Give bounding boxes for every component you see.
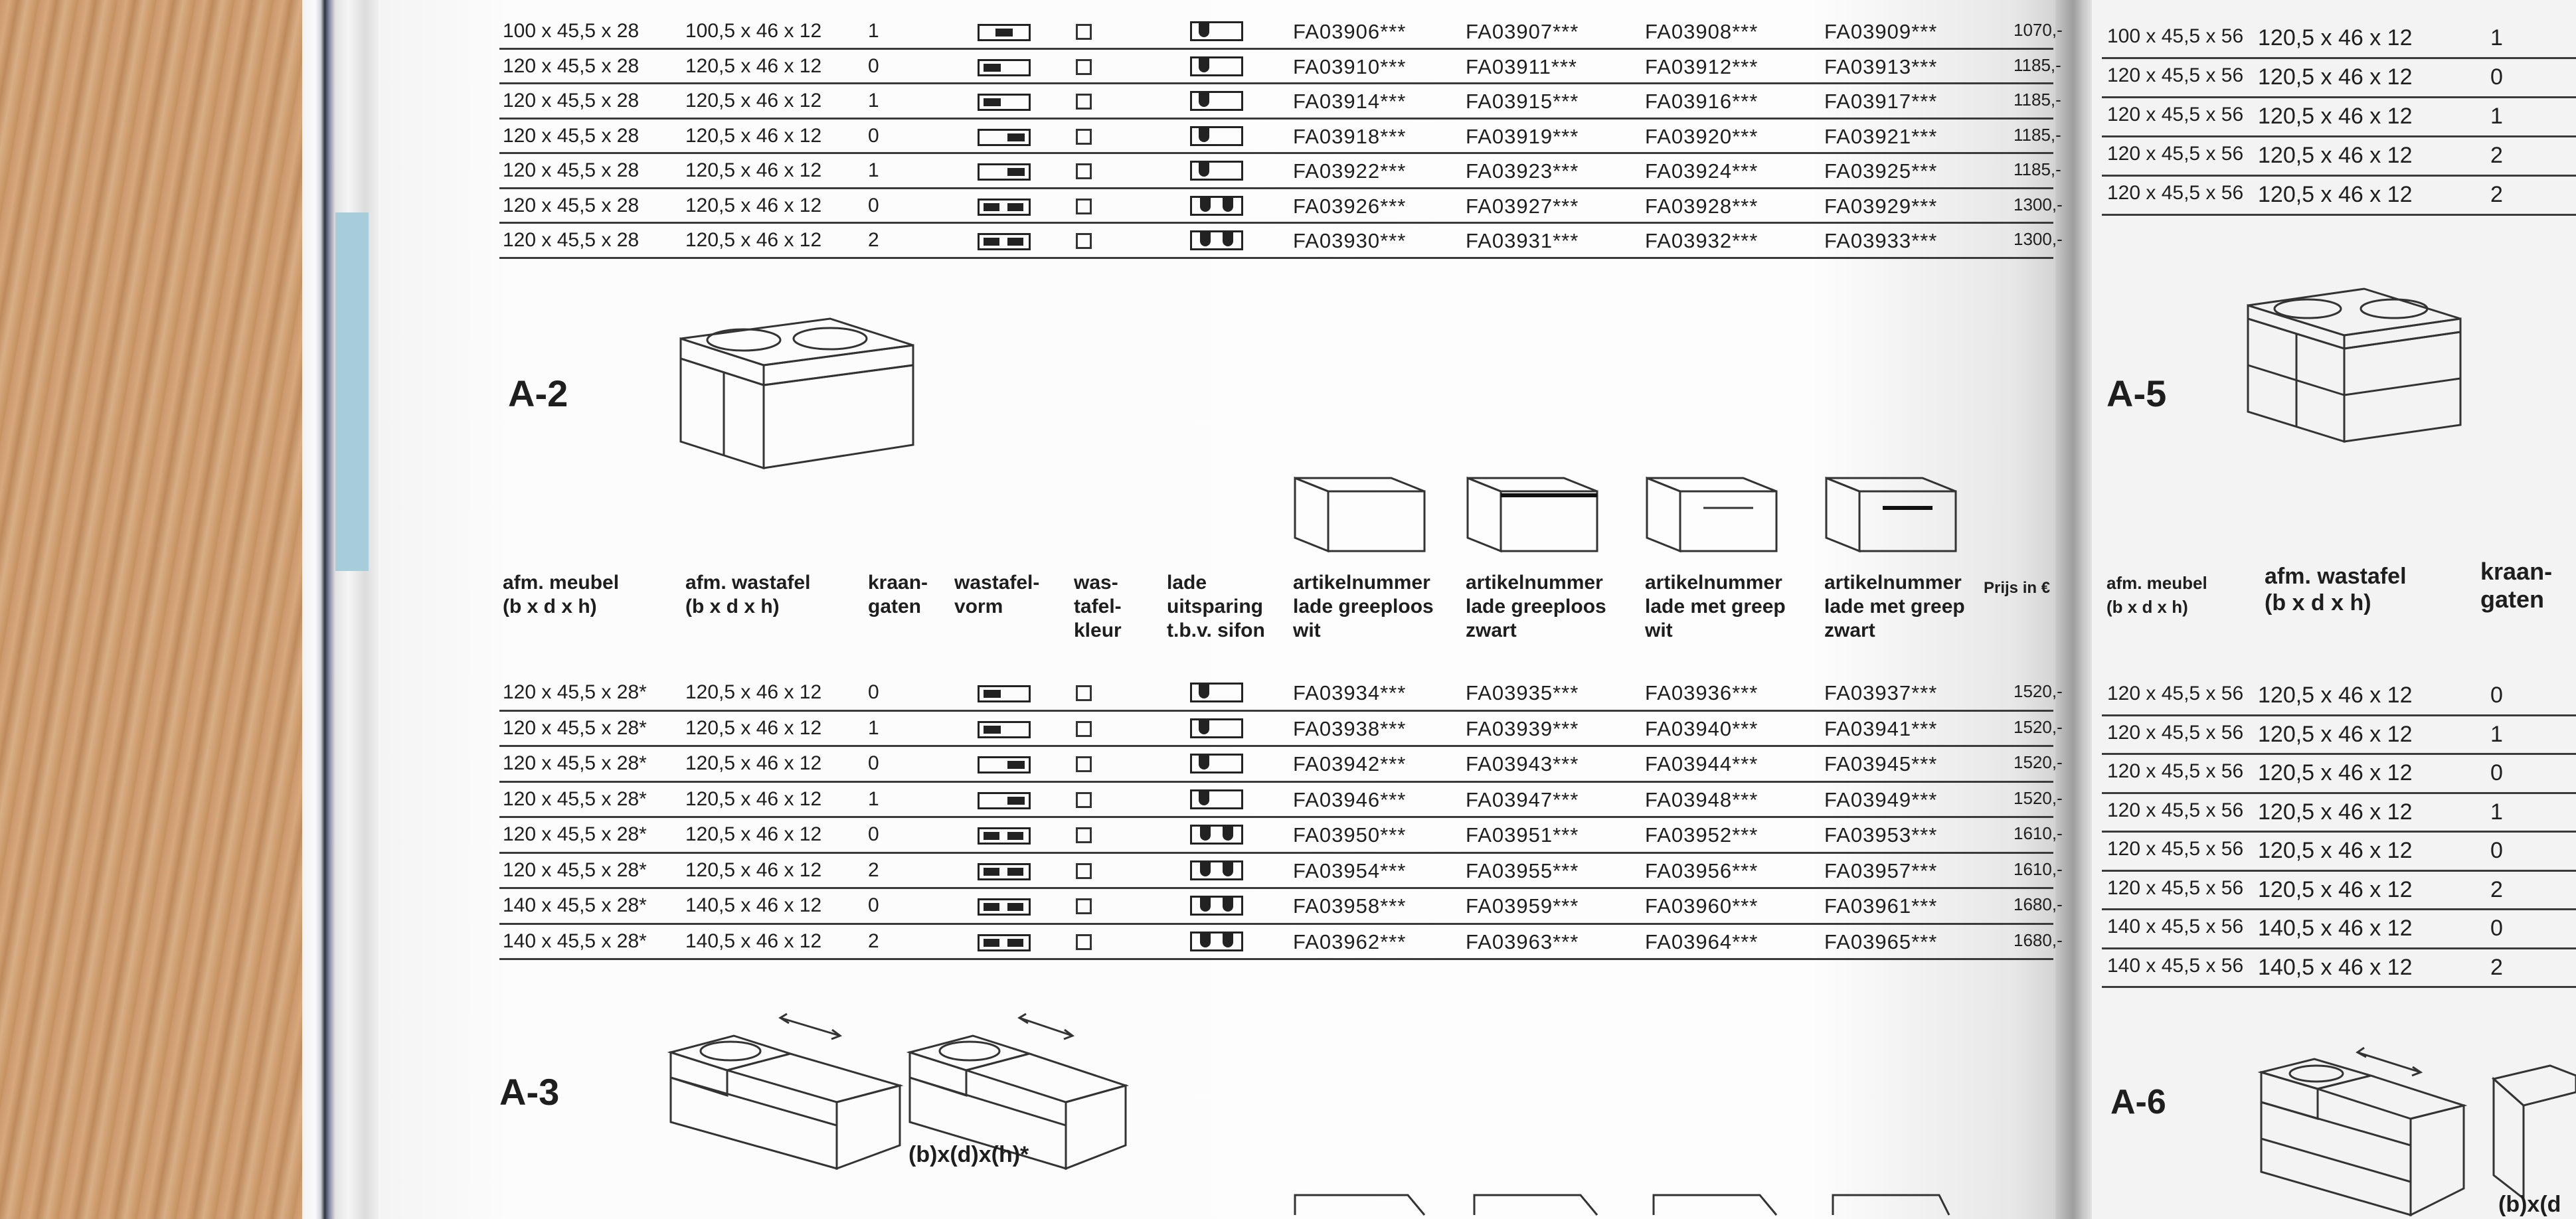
cell-kraangaten: 1 (868, 159, 879, 181)
cell-afm-meubel: 120 x 45,5 x 28* (503, 787, 647, 810)
right-header-afm-meubel: afm. meubel (b x d x h) (2106, 573, 2207, 617)
cell-afm-meubel: 120 x 45,5 x 56 (2107, 143, 2244, 165)
catalog-spine (302, 0, 388, 1219)
cell-prijs: 1520,- (2014, 716, 2063, 737)
cell-art-greeploos-wit: FA03922*** (1293, 159, 1407, 183)
cell-art-greeploos-wit: FA03954*** (1293, 858, 1407, 882)
header-afm-meubel: afm. meubel (b x d x h) (503, 572, 620, 617)
header-greep-zwart: artikelnummer lade met greep zwart (1824, 572, 1965, 641)
wastafel-kleur-checkbox-icon (1076, 863, 1092, 879)
wastafel-kleur-checkbox-icon (1076, 721, 1092, 737)
cell-kraangaten: 2 (2490, 876, 2503, 902)
wastafel-vorm-icon (978, 827, 1031, 845)
cell-afm-wastafel: 120,5 x 46 x 12 (685, 54, 822, 77)
wastafel-kleur-checkbox-icon (1076, 827, 1092, 843)
cell-afm-meubel: 120 x 45,5 x 28 (503, 124, 640, 147)
cell-prijs: 1680,- (2014, 894, 2063, 914)
lade-sifon-icon (1190, 91, 1243, 111)
lade-sifon-icon (1190, 21, 1243, 41)
right-header-afm-wastafel: afm. wastafel (b x d x h) (2265, 564, 2407, 615)
header-wastafelvorm: wastafel- vorm (954, 572, 1040, 617)
table-row (2102, 872, 2576, 911)
table-row (499, 818, 2063, 854)
cell-prijs: 1300,- (2014, 194, 2063, 214)
cell-afm-wastafel: 140,5 x 46 x 12 (685, 894, 822, 916)
cell-kraangaten: 2 (2490, 143, 2503, 168)
cell-art-greeploos-zwart: FA03935*** (1466, 681, 1579, 704)
cell-art-greep-zwart: FA03961*** (1824, 894, 1938, 918)
table-row (499, 189, 2063, 224)
cell-afm-meubel: 120 x 45,5 x 56 (2107, 838, 2244, 860)
cell-afm-wastafel: 120,5 x 46 x 12 (2258, 104, 2413, 129)
table-row (2102, 98, 2576, 137)
table-row (2102, 177, 2576, 216)
cell-art-greeploos-wit: FA03950*** (1293, 823, 1407, 847)
cell-prijs: 1610,- (2014, 858, 2063, 879)
cell-art-greeploos-zwart: FA03927*** (1466, 194, 1579, 218)
cell-afm-wastafel: 120,5 x 46 x 12 (2258, 838, 2413, 863)
cell-art-greep-wit: FA03948*** (1645, 787, 1759, 811)
cell-afm-wastafel: 120,5 x 46 x 12 (2258, 143, 2413, 168)
table-row (499, 712, 2063, 748)
wastafel-kleur-checkbox-icon (1076, 792, 1092, 808)
cell-kraangaten: 1 (868, 787, 879, 810)
cell-art-greep-wit: FA03940*** (1645, 716, 1759, 740)
lade-sifon-icon (1190, 754, 1243, 773)
cell-art-greep-zwart: FA03925*** (1824, 159, 1938, 183)
cell-prijs: 1520,- (2014, 681, 2063, 701)
wastafel-vorm-icon (978, 934, 1031, 951)
drawer-handleless-black-drawing (1464, 471, 1604, 561)
cell-kraangaten: 0 (2490, 683, 2503, 708)
cell-kraangaten: 0 (2490, 760, 2503, 785)
wastafel-kleur-checkbox-icon (1076, 199, 1092, 214)
cell-art-greep-wit: FA03952*** (1645, 823, 1759, 847)
table-row (499, 84, 2061, 120)
cell-art-greeploos-wit: FA03930*** (1293, 229, 1407, 252)
cell-art-greep-zwart: FA03913*** (1824, 54, 1938, 78)
header-greeploos-wit: artikelnummer lade greeploos wit (1293, 572, 1434, 641)
cell-afm-wastafel: 120,5 x 46 x 12 (2258, 721, 2413, 747)
wastafel-vorm-icon (978, 898, 1031, 916)
drawer-handle-black-drawing (1823, 471, 1962, 561)
cell-afm-wastafel: 120,5 x 46 x 12 (685, 787, 822, 810)
cell-afm-meubel: 120 x 45,5 x 56 (2107, 721, 2244, 744)
table-row (2102, 716, 2576, 756)
cell-prijs: 1680,- (2014, 930, 2063, 950)
cell-prijs: 1520,- (2014, 752, 2063, 772)
cell-kraangaten: 0 (868, 54, 879, 77)
drawer-handleless-white-drawing (1292, 471, 1431, 561)
cell-art-greep-zwart: FA03937*** (1824, 681, 1938, 704)
cell-art-greeploos-zwart: FA03923*** (1466, 159, 1579, 183)
cell-art-greep-wit: FA03908*** (1645, 20, 1759, 43)
a6-dimension-label: (b)x(d (2498, 1192, 2561, 1217)
cell-art-greep-wit: FA03936*** (1645, 681, 1759, 704)
section-title-a2: A-2 (508, 372, 568, 414)
wastafel-kleur-checkbox-icon (1076, 24, 1092, 40)
lade-sifon-icon (1190, 896, 1243, 916)
lade-sifon-icon (1190, 860, 1243, 880)
cell-kraangaten: 1 (868, 20, 879, 42)
cell-afm-meubel: 120 x 45,5 x 28* (503, 716, 647, 739)
table-row (2102, 59, 2576, 98)
cell-kraangaten: 1 (2490, 721, 2503, 747)
right-header-kraangaten: kraan- gaten (2480, 558, 2553, 613)
cell-prijs: 1520,- (2014, 787, 2063, 808)
cell-afm-meubel: 120 x 45,5 x 56 (2107, 64, 2244, 86)
cell-afm-meubel: 120 x 45,5 x 28 (503, 194, 640, 216)
cell-art-greeploos-wit: FA03918*** (1293, 124, 1407, 148)
cell-afm-wastafel: 120,5 x 46 x 12 (685, 858, 822, 881)
cell-art-greeploos-zwart: FA03951*** (1466, 823, 1579, 847)
lade-sifon-icon (1190, 718, 1243, 738)
cell-art-greeploos-wit: FA03906*** (1293, 20, 1407, 43)
wastafel-kleur-checkbox-icon (1076, 163, 1092, 179)
cell-afm-wastafel: 120,5 x 46 x 12 (2258, 876, 2413, 902)
cell-art-greep-zwart: FA03921*** (1824, 124, 1938, 148)
wastafel-vorm-icon (978, 129, 1031, 146)
wastafel-kleur-checkbox-icon (1076, 233, 1092, 249)
cell-afm-wastafel: 120,5 x 46 x 12 (685, 681, 822, 703)
cell-kraangaten: 0 (868, 681, 879, 703)
wastafel-vorm-icon (978, 863, 1031, 880)
wastafel-kleur-checkbox-icon (1076, 685, 1092, 701)
cell-afm-wastafel: 120,5 x 46 x 12 (685, 124, 822, 147)
header-prijs: Prijs in € (1984, 579, 2051, 597)
cell-art-greep-zwart: FA03917*** (1824, 90, 1938, 113)
table-row (2102, 20, 2576, 59)
cell-kraangaten: 1 (868, 90, 879, 112)
section-title-a6: A-6 (2110, 1083, 2166, 1121)
lade-sifon-icon (1190, 789, 1243, 809)
cell-art-greep-wit: FA03912*** (1645, 54, 1759, 78)
wastafel-kleur-checkbox-icon (1076, 94, 1092, 110)
cell-kraangaten: 2 (2490, 954, 2503, 980)
table-row (499, 854, 2063, 890)
cell-afm-meubel: 120 x 45,5 x 28 (503, 54, 640, 77)
table-row (499, 925, 2063, 961)
wastafel-kleur-checkbox-icon (1076, 898, 1092, 914)
cell-art-greep-zwart: FA03953*** (1824, 823, 1938, 847)
lade-sifon-icon (1190, 932, 1243, 951)
cell-art-greeploos-zwart: FA03915*** (1466, 90, 1579, 113)
header-kraangaten: kraan- gaten (868, 572, 928, 617)
cell-kraangaten: 0 (868, 894, 879, 916)
header-wastafelkleur: was- tafel- kleur (1074, 572, 1122, 641)
cell-kraangaten: 1 (2490, 25, 2503, 50)
cell-afm-wastafel: 120,5 x 46 x 12 (685, 823, 822, 845)
cell-art-greep-zwart: FA03933*** (1824, 229, 1938, 252)
cell-prijs: 1070,- (2014, 20, 2063, 40)
lade-sifon-icon (1190, 126, 1243, 146)
wastafel-vorm-icon (978, 94, 1031, 111)
table-row (499, 783, 2063, 819)
cell-afm-wastafel: 120,5 x 46 x 12 (685, 229, 822, 251)
cell-art-greep-wit: FA03932*** (1645, 229, 1759, 252)
wastafel-kleur-checkbox-icon (1076, 934, 1092, 950)
a3-dimension-label: (b)x(d)x(h)* (908, 1142, 1029, 1167)
header-greeploos-zwart: artikelnummer lade greeploos zwart (1466, 572, 1606, 641)
table-row (499, 224, 2063, 259)
cell-prijs: 1185,- (2014, 124, 2061, 145)
lade-sifon-icon (1190, 825, 1243, 845)
page-gutter (2055, 0, 2095, 1219)
cell-afm-wastafel: 120,5 x 46 x 12 (685, 90, 822, 112)
cell-afm-meubel: 120 x 45,5 x 56 (2107, 799, 2244, 821)
cell-art-greep-wit: FA03956*** (1645, 858, 1759, 882)
cell-afm-meubel: 140 x 45,5 x 56 (2107, 916, 2244, 937)
cell-art-greep-zwart: FA03965*** (1824, 930, 1938, 953)
table-row (2102, 949, 2576, 989)
cell-afm-meubel: 120 x 45,5 x 28 (503, 159, 640, 181)
table-row (499, 50, 2061, 85)
table-row (2102, 910, 2576, 949)
cell-afm-wastafel: 140,5 x 46 x 12 (685, 930, 822, 952)
cell-afm-wastafel: 120,5 x 46 x 12 (685, 194, 822, 216)
cell-kraangaten: 1 (868, 716, 879, 739)
cell-afm-wastafel: 120,5 x 46 x 12 (2258, 760, 2413, 785)
header-greep-wit: artikelnummer lade met greep wit (1645, 572, 1786, 641)
wastafel-vorm-icon (978, 756, 1031, 773)
cell-kraangaten: 0 (868, 124, 879, 147)
page-tab-marker (335, 212, 369, 571)
wastafel-vorm-icon (978, 792, 1031, 809)
cell-art-greeploos-wit: FA03938*** (1293, 716, 1407, 740)
table-row (2102, 677, 2576, 716)
cell-afm-wastafel: 120,5 x 46 x 12 (2258, 64, 2413, 90)
cell-art-greep-wit: FA03964*** (1645, 930, 1759, 953)
cell-afm-meubel: 120 x 45,5 x 56 (2107, 104, 2244, 125)
cell-afm-wastafel: 120,5 x 46 x 12 (685, 159, 822, 181)
cell-afm-meubel: 100 x 45,5 x 28 (503, 20, 640, 42)
cell-art-greeploos-wit: FA03934*** (1293, 681, 1407, 704)
cell-kraangaten: 2 (868, 858, 879, 881)
table-row (2102, 794, 2576, 833)
cell-art-greeploos-wit: FA03942*** (1293, 752, 1407, 775)
cell-kraangaten: 0 (2490, 64, 2503, 90)
cell-art-greeploos-wit: FA03910*** (1293, 54, 1407, 78)
table-row (499, 676, 2063, 712)
cell-afm-meubel: 120 x 45,5 x 56 (2107, 876, 2244, 899)
cell-kraangaten: 1 (2490, 799, 2503, 825)
cell-art-greeploos-wit: FA03926*** (1293, 194, 1407, 218)
cell-art-greep-wit: FA03920*** (1645, 124, 1759, 148)
cell-art-greeploos-zwart: FA03931*** (1466, 229, 1579, 252)
cell-kraangaten: 2 (868, 930, 879, 952)
cell-afm-wastafel: 120,5 x 46 x 12 (685, 752, 822, 774)
cell-afm-meubel: 120 x 45,5 x 28* (503, 858, 647, 881)
cell-art-greep-wit: FA03960*** (1645, 894, 1759, 918)
cell-afm-wastafel: 120,5 x 46 x 12 (2258, 799, 2413, 825)
cell-prijs: 1300,- (2014, 229, 2063, 249)
cell-kraangaten: 2 (868, 229, 879, 251)
cell-afm-meubel: 140 x 45,5 x 28* (503, 894, 647, 916)
section-title-a3: A-3 (499, 1071, 560, 1113)
cell-kraangaten: 0 (868, 823, 879, 845)
header-afm-wastafel: afm. wastafel (b x d x h) (685, 572, 811, 617)
cell-kraangaten: 0 (2490, 838, 2503, 863)
cell-afm-meubel: 120 x 45,5 x 28* (503, 752, 647, 774)
table-row (499, 154, 2061, 189)
wastafel-vorm-icon (978, 685, 1031, 702)
table-row (499, 15, 2063, 50)
cell-afm-meubel: 120 x 45,5 x 56 (2107, 683, 2244, 704)
wastafel-vorm-icon (978, 24, 1031, 41)
cell-art-greeploos-zwart: FA03939*** (1466, 716, 1579, 740)
cell-afm-meubel: 120 x 45,5 x 56 (2107, 182, 2244, 204)
cell-art-greeploos-wit: FA03946*** (1293, 787, 1407, 811)
table-row (499, 747, 2063, 783)
cell-afm-meubel: 100 x 45,5 x 56 (2107, 25, 2244, 47)
cell-art-greeploos-wit: FA03914*** (1293, 90, 1407, 113)
cell-afm-meubel: 120 x 45,5 x 28 (503, 90, 640, 112)
wastafel-vorm-icon (978, 721, 1031, 738)
cell-afm-meubel: 120 x 45,5 x 56 (2107, 760, 2244, 782)
drawer-handle-white-drawing (1644, 471, 1783, 561)
cell-art-greep-zwart: FA03909*** (1824, 20, 1938, 43)
header-lade-uitsparing: lade uitsparing t.b.v. sifon (1167, 572, 1265, 641)
table-row (499, 120, 2061, 155)
cell-kraangaten: 1 (2490, 104, 2503, 129)
wastafel-kleur-checkbox-icon (1076, 129, 1092, 145)
cell-afm-wastafel: 140,5 x 46 x 12 (2258, 916, 2413, 941)
cell-art-greep-zwart: FA03949*** (1824, 787, 1938, 811)
cell-afm-meubel: 140 x 45,5 x 56 (2107, 954, 2244, 977)
cell-art-greep-zwart: FA03941*** (1824, 716, 1938, 740)
cell-afm-meubel: 120 x 45,5 x 28* (503, 681, 647, 703)
lade-sifon-icon (1190, 161, 1243, 181)
cell-kraangaten: 0 (868, 194, 879, 216)
cell-art-greep-zwart: FA03945*** (1824, 752, 1938, 775)
cell-art-greeploos-zwart: FA03963*** (1466, 930, 1579, 953)
cell-art-greep-wit: FA03928*** (1645, 194, 1759, 218)
cell-afm-wastafel: 140,5 x 46 x 12 (2258, 954, 2413, 980)
wastafel-vorm-icon (978, 233, 1031, 250)
cell-afm-meubel: 140 x 45,5 x 28* (503, 930, 647, 952)
cell-art-greeploos-zwart: FA03959*** (1466, 894, 1579, 918)
table-row (2102, 137, 2576, 177)
cell-prijs: 1610,- (2014, 823, 2063, 843)
cell-art-greeploos-zwart: FA03907*** (1466, 20, 1579, 43)
lade-sifon-icon (1190, 230, 1243, 250)
vanity-offset-basin-drawing-1 (667, 1006, 906, 1172)
cell-kraangaten: 0 (2490, 916, 2503, 941)
cell-prijs: 1185,- (2014, 54, 2061, 75)
vanity-double-basin-tall-drawing (2245, 285, 2464, 445)
lade-sifon-icon (1190, 683, 1243, 702)
cell-art-greep-zwart: FA03929*** (1824, 194, 1938, 218)
cell-afm-wastafel: 120,5 x 46 x 12 (2258, 683, 2413, 708)
cell-art-greeploos-wit: FA03958*** (1293, 894, 1407, 918)
section-title-a5: A-5 (2106, 372, 2167, 414)
next-drawer-drawings-partial (1288, 1188, 1952, 1219)
cell-art-greeploos-zwart: FA03919*** (1466, 124, 1579, 148)
cell-afm-wastafel: 100,5 x 46 x 12 (685, 20, 822, 42)
cell-art-greeploos-zwart: FA03943*** (1466, 752, 1579, 775)
cell-art-greep-wit: FA03924*** (1645, 159, 1759, 183)
cell-art-greeploos-zwart: FA03947*** (1466, 787, 1579, 811)
cell-prijs: 1185,- (2014, 90, 2061, 110)
wastafel-kleur-checkbox-icon (1076, 59, 1092, 75)
cell-art-greeploos-zwart: FA03911*** (1466, 54, 1577, 78)
lade-sifon-icon (1190, 56, 1243, 76)
wastafel-vorm-icon (978, 199, 1031, 216)
table-row (2102, 833, 2576, 872)
cell-kraangaten: 2 (2490, 182, 2503, 207)
cell-afm-wastafel: 120,5 x 46 x 12 (2258, 182, 2413, 207)
cell-kraangaten: 0 (868, 752, 879, 774)
wooden-table-surface (0, 0, 312, 1219)
cell-art-greeploos-zwart: FA03955*** (1466, 858, 1579, 882)
cell-prijs: 1185,- (2014, 159, 2061, 179)
cell-art-greeploos-wit: FA03962*** (1293, 930, 1407, 953)
cell-afm-wastafel: 120,5 x 46 x 12 (685, 716, 822, 739)
cell-art-greep-zwart: FA03957*** (1824, 858, 1938, 882)
lade-sifon-icon (1190, 196, 1243, 216)
wastafel-vorm-icon (978, 59, 1031, 76)
cell-afm-meubel: 120 x 45,5 x 28* (503, 823, 647, 845)
wastafel-vorm-icon (978, 163, 1031, 181)
cell-afm-meubel: 120 x 45,5 x 28 (503, 229, 640, 251)
wastafel-kleur-checkbox-icon (1076, 756, 1092, 772)
vanity-double-basin-drawing (677, 312, 916, 471)
table-row (2102, 755, 2576, 794)
cell-afm-wastafel: 120,5 x 46 x 12 (2258, 25, 2413, 50)
cell-art-greep-wit: FA03944*** (1645, 752, 1759, 775)
table-row (499, 889, 2063, 925)
cell-art-greep-wit: FA03916*** (1645, 90, 1759, 113)
